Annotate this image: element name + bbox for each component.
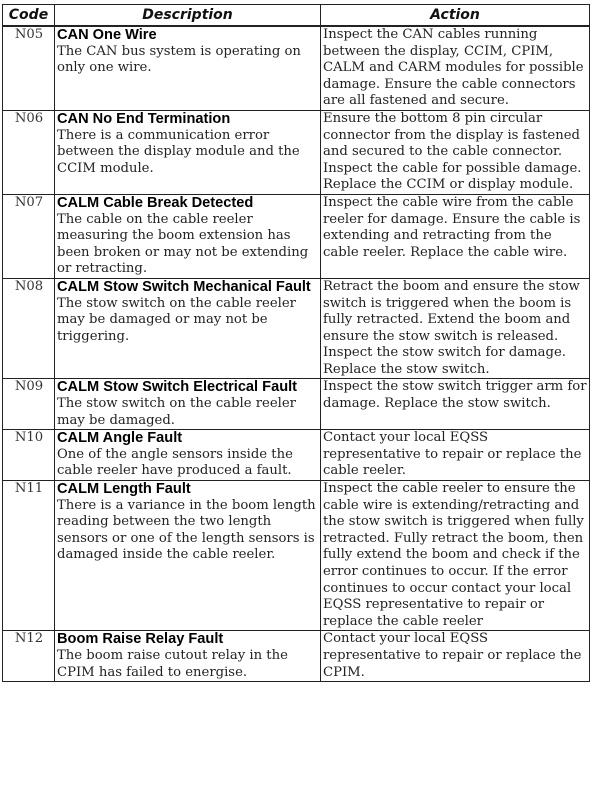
table-row bbox=[3, 278, 590, 379]
fault-code: N06 bbox=[3, 110, 55, 194]
fault-action: Inspect the stow switch trigger arm for damage. Replace the stow switch. bbox=[323, 379, 587, 412]
fault-action-cell bbox=[321, 481, 590, 631]
fault-code: N09 bbox=[3, 379, 55, 430]
fault-action-cell bbox=[321, 110, 590, 194]
fault-title: CALM Cable Break Detected bbox=[57, 194, 254, 211]
fault-action-cell bbox=[321, 26, 590, 110]
fault-description-cell bbox=[55, 110, 321, 194]
table-row bbox=[3, 430, 590, 481]
fault-action: Retract the boom and ensure the stow switch is triggered when the boom is fully retracted. Extend the boom and ensure the stow switch is released. Inspect the stow switch for damage. Replace the stow switch. bbox=[323, 278, 580, 377]
fault-description-cell bbox=[55, 481, 321, 631]
fault-description: One of the angle sensors inside the cable reeler have produced a fault. bbox=[57, 446, 293, 479]
column-header-action: Action bbox=[321, 5, 590, 27]
fault-description-cell bbox=[55, 194, 321, 278]
fault-description-cell bbox=[55, 430, 321, 481]
fault-code: N08 bbox=[3, 278, 55, 379]
table-row bbox=[3, 26, 590, 110]
fault-code: N11 bbox=[3, 481, 55, 631]
fault-title: CALM Length Fault bbox=[57, 481, 191, 498]
fault-description: There is a communication error between the display module and the CCIM module. bbox=[57, 127, 300, 176]
fault-description-cell bbox=[55, 26, 321, 110]
table-row bbox=[3, 631, 590, 682]
column-header-code: Code bbox=[3, 5, 55, 27]
fault-description: There is a variance in the boom length reading between the two length sensors or one of the length sensors is damaged inside the cable reeler. bbox=[57, 497, 316, 563]
table-row bbox=[3, 481, 590, 631]
fault-code: N05 bbox=[3, 26, 55, 110]
fault-action-cell bbox=[321, 631, 590, 682]
fault-title: CALM Stow Switch Mechanical Fault bbox=[57, 278, 311, 295]
fault-action-cell bbox=[321, 194, 590, 278]
fault-description: The CAN bus system is operating on only one wire. bbox=[57, 43, 301, 76]
table-header-row bbox=[3, 5, 590, 27]
table-row bbox=[3, 379, 590, 430]
table-row bbox=[3, 110, 590, 194]
column-header-description: Description bbox=[55, 5, 321, 27]
fault-action: Ensure the bottom 8 pin circular connector from the display is fastened and secured to the cable connector. Inspect the cable for possible damage. Replace the CCIM or display module. bbox=[323, 110, 582, 193]
fault-description: The stow switch on the cable reeler may be damaged or may not be triggering. bbox=[57, 295, 296, 344]
fault-description-cell bbox=[55, 631, 321, 682]
fault-description: The boom raise cutout relay in the CPIM has failed to energise. bbox=[57, 647, 288, 680]
fault-description-cell bbox=[55, 278, 321, 379]
fault-action-cell bbox=[321, 430, 590, 481]
fault-description: The cable on the cable reeler measuring the boom extension has been broken or may not be extending or retracting. bbox=[57, 211, 309, 277]
fault-title: CAN One Wire bbox=[57, 27, 157, 43]
fault-code: N07 bbox=[3, 194, 55, 278]
fault-code: N12 bbox=[3, 631, 55, 682]
fault-description-cell bbox=[55, 379, 321, 430]
fault-action-cell bbox=[321, 379, 590, 430]
fault-code: N10 bbox=[3, 430, 55, 481]
fault-title: CALM Stow Switch Electrical Fault bbox=[57, 379, 298, 396]
fault-action: Contact your local EQSS representative to repair or replace the cable reeler. bbox=[323, 430, 582, 479]
table-row bbox=[3, 194, 590, 278]
fault-action: Contact your local EQSS representative to repair or replace the CPIM. bbox=[323, 631, 582, 680]
fault-code-table bbox=[2, 4, 590, 682]
fault-title: CAN No End Termination bbox=[57, 110, 231, 127]
fault-description: The stow switch on the cable reeler may be damaged. bbox=[57, 396, 296, 428]
fault-action: Inspect the cable wire from the cable reeler for damage. Ensure the cable is extending and retracting from the cable reeler. Replace the cable wire. bbox=[323, 194, 581, 260]
fault-action-cell bbox=[321, 278, 590, 379]
fault-title: Boom Raise Relay Fault bbox=[57, 631, 224, 648]
fault-action: Inspect the cable reeler to ensure the cable wire is extending/retracting and the stow switch is triggered when fully retracted. Fully retract the boom, then fully extend the boom and check if the error continues to occur. If the error continues to occur contact your local EQSS representative to repair or replace the cable reeler bbox=[323, 481, 584, 629]
fault-title: CALM Angle Fault bbox=[57, 430, 183, 447]
fault-action: Inspect the CAN cables running between the display, CCIM, CPIM, CALM and CARM modules for possible damage. Ensure the cable connectors are all fastened and secure. bbox=[323, 27, 584, 109]
